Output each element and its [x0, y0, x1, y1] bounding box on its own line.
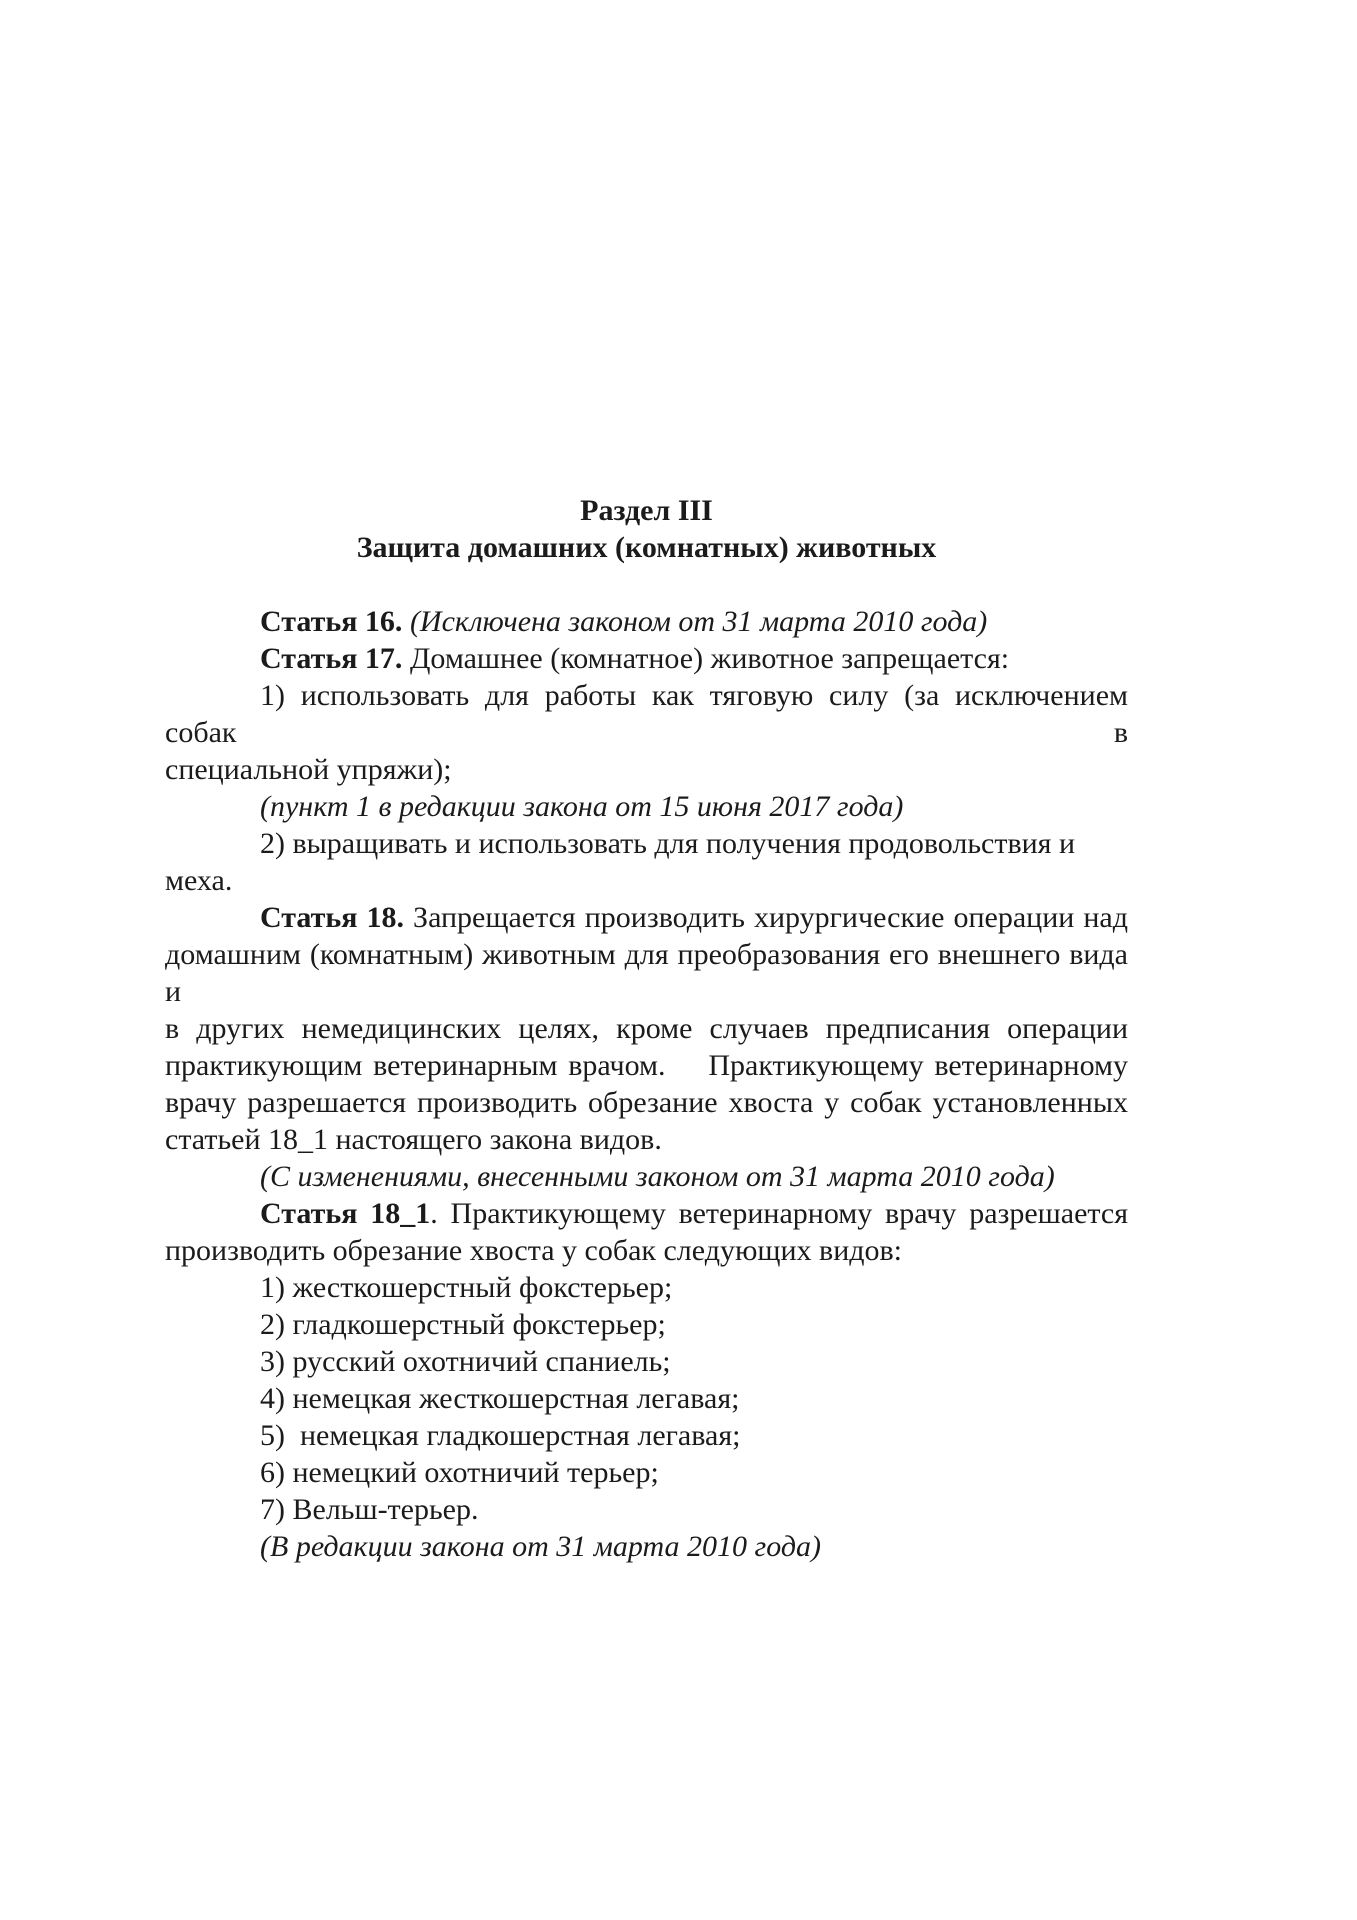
text-segment: домашним (комнатным) животным для преобразования его внешнего вида и: [165, 938, 1136, 1008]
article-18-1-line-1: [165, 1195, 1128, 1232]
text-segment: Запрещается производить хирургические операции над: [413, 901, 1128, 934]
text-segment: Домашнее (комнатное) животное запрещается:: [409, 642, 1010, 675]
text-segment: специальной упряжи);: [165, 753, 452, 786]
text-segment: 3) русский охотничий спаниель;: [260, 1345, 671, 1378]
text-segment: в других немедицинских целях, кроме случаев предписания операции: [165, 1012, 1128, 1045]
text-segment: (С изменениями, внесенными законом от 31 марта 2010 года): [260, 1160, 1055, 1193]
text-segment: 1) использовать для работы как тяговую силу (за исключением собак в: [165, 679, 1136, 749]
breed-item-6: [165, 1454, 1128, 1491]
section-subtitle: [165, 529, 1128, 566]
article-18-1-note: [165, 1528, 1128, 1565]
text-segment: Раздел III: [580, 494, 713, 527]
article-16: [165, 603, 1128, 640]
breed-item-7: [165, 1491, 1128, 1528]
text-segment: практикующим ветеринарным врачом. Практикующему ветеринарному: [165, 1049, 1128, 1082]
article-18-line-1: [165, 899, 1128, 936]
text-segment: 5) немецкая гладкошерстная легавая;: [260, 1419, 741, 1452]
text-segment: . Практикующему ветеринарному врачу разрешается: [430, 1197, 1128, 1230]
document-text: [165, 492, 1136, 1565]
article-18-line-3: [165, 1010, 1128, 1047]
text-segment: 1) жесткошерстный фокстерьер;: [260, 1271, 673, 1304]
text-segment: Статья 16.: [260, 605, 410, 638]
breed-item-5: [165, 1417, 1128, 1454]
text-segment: 2) выращивать и использовать для получения продовольствия и меха.: [165, 827, 1083, 897]
text-segment: 6) немецкий охотничий терьер;: [260, 1456, 659, 1489]
breed-item-1: [165, 1269, 1128, 1306]
text-segment: статьей 18_1 настоящего закона видов.: [165, 1123, 662, 1156]
article-18-line-4: [165, 1047, 1128, 1084]
text-segment: 4) немецкая жесткошерстная легавая;: [260, 1382, 740, 1415]
article-18-note: [165, 1158, 1128, 1195]
article-17-item-1-note: [165, 788, 1128, 825]
article-18-1-line-2: [165, 1232, 1128, 1269]
article-17: [165, 640, 1128, 677]
article-18-line-2: [165, 936, 1136, 1010]
article-18-line-5: [165, 1084, 1128, 1121]
text-segment: (пункт 1 в редакции закона от 15 июня 2017 года): [260, 790, 904, 823]
article-17-item-1-line-1: [165, 677, 1136, 751]
text-segment: 2) гладкошерстный фокстерьер;: [260, 1308, 666, 1341]
text-segment: Статья 17.: [260, 642, 410, 675]
text-segment: 7) Вельш-терьер.: [260, 1493, 479, 1526]
article-17-item-1-line-2: [165, 751, 1128, 788]
article-17-item-2: [165, 825, 1128, 899]
section-title: [165, 492, 1128, 529]
breed-item-4: [165, 1380, 1128, 1417]
breed-item-2: [165, 1306, 1128, 1343]
article-18-line-6: [165, 1121, 1128, 1158]
text-segment: производить обрезание хвоста у собак следующих видов:: [165, 1234, 903, 1267]
text-segment: врачу разрешается производить обрезание хвоста у собак установленных: [165, 1086, 1128, 1119]
text-segment: Статья 18.: [260, 901, 414, 934]
breed-item-3: [165, 1343, 1128, 1380]
text-segment: (Исключена законом от 31 марта 2010 года): [409, 605, 988, 638]
text-segment: Защита домашних (комнатных) животных: [356, 531, 937, 564]
text-segment: Статья 18_1: [260, 1197, 431, 1230]
blank-line: [165, 566, 1128, 603]
text-segment: (В редакции закона от 31 марта 2010 года): [260, 1530, 821, 1563]
